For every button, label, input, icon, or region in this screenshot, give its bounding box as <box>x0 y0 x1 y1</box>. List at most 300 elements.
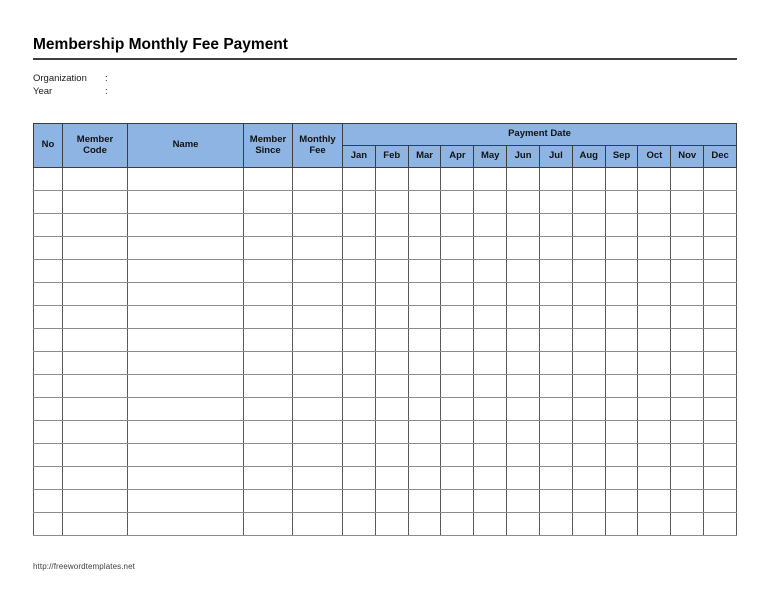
year-row <box>33 85 737 98</box>
table-cell[interactable] <box>375 168 408 191</box>
table-cell[interactable] <box>244 168 293 191</box>
table-cell[interactable] <box>441 306 474 329</box>
table-cell[interactable] <box>293 421 343 444</box>
table-cell[interactable] <box>572 398 605 421</box>
table-cell[interactable] <box>244 283 293 306</box>
table-cell[interactable] <box>539 444 572 467</box>
table-cell[interactable] <box>474 260 507 283</box>
table-cell[interactable] <box>441 513 474 536</box>
table-cell[interactable] <box>507 283 540 306</box>
table-cell[interactable] <box>507 398 540 421</box>
table-row <box>34 283 737 306</box>
table-cell[interactable] <box>63 444 128 467</box>
table-cell[interactable] <box>128 398 244 421</box>
table-cell[interactable] <box>128 490 244 513</box>
table-cell[interactable] <box>605 306 638 329</box>
table-cell[interactable] <box>671 329 704 352</box>
header-month: Jan <box>343 146 376 168</box>
table-cell[interactable] <box>605 214 638 237</box>
table-row <box>34 306 737 329</box>
table-cell[interactable] <box>539 283 572 306</box>
table-cell[interactable] <box>343 375 376 398</box>
table-cell[interactable] <box>343 490 376 513</box>
header-member-code: Member Code <box>63 124 128 168</box>
table-cell[interactable] <box>539 513 572 536</box>
table-cell[interactable] <box>34 421 63 444</box>
table-cell[interactable] <box>671 467 704 490</box>
table-cell[interactable] <box>638 375 671 398</box>
table-cell[interactable] <box>375 283 408 306</box>
table-cell[interactable] <box>704 375 737 398</box>
table-cell[interactable] <box>441 283 474 306</box>
table-cell[interactable] <box>375 444 408 467</box>
table-cell[interactable] <box>128 191 244 214</box>
table-cell[interactable] <box>128 214 244 237</box>
table-row <box>34 260 737 283</box>
table-cell[interactable] <box>539 237 572 260</box>
table-cell[interactable] <box>572 421 605 444</box>
table-cell[interactable] <box>408 306 441 329</box>
table-cell[interactable] <box>244 260 293 283</box>
table-cell[interactable] <box>408 168 441 191</box>
table-cell[interactable] <box>507 444 540 467</box>
table-cell[interactable] <box>34 191 63 214</box>
table-cell[interactable] <box>704 513 737 536</box>
table-cell[interactable] <box>638 260 671 283</box>
table-cell[interactable] <box>474 513 507 536</box>
table-cell[interactable] <box>375 191 408 214</box>
table-cell[interactable] <box>474 375 507 398</box>
table-cell[interactable] <box>605 467 638 490</box>
table-cell[interactable] <box>128 237 244 260</box>
table-cell[interactable] <box>441 191 474 214</box>
table-cell[interactable] <box>704 329 737 352</box>
table-cell[interactable] <box>605 398 638 421</box>
table-cell[interactable] <box>474 191 507 214</box>
table-cell[interactable] <box>441 168 474 191</box>
table-cell[interactable] <box>408 352 441 375</box>
table-cell[interactable] <box>572 306 605 329</box>
table-cell[interactable] <box>63 306 128 329</box>
table-cell[interactable] <box>63 260 128 283</box>
table-cell[interactable] <box>343 283 376 306</box>
table-cell[interactable] <box>343 214 376 237</box>
table-cell[interactable] <box>638 329 671 352</box>
year-field[interactable] <box>119 85 737 98</box>
table-cell[interactable] <box>572 237 605 260</box>
table-cell[interactable] <box>408 191 441 214</box>
table-cell[interactable] <box>293 467 343 490</box>
table-cell[interactable] <box>63 421 128 444</box>
table-cell[interactable] <box>539 398 572 421</box>
table-cell[interactable] <box>474 168 507 191</box>
table-cell[interactable] <box>704 214 737 237</box>
table-cell[interactable] <box>343 260 376 283</box>
table-cell[interactable] <box>343 329 376 352</box>
table-cell[interactable] <box>507 421 540 444</box>
table-cell[interactable] <box>34 168 63 191</box>
table-cell[interactable] <box>605 329 638 352</box>
table-cell[interactable] <box>704 444 737 467</box>
table-cell[interactable] <box>605 352 638 375</box>
table-cell[interactable] <box>244 214 293 237</box>
table-cell[interactable] <box>408 490 441 513</box>
table-cell[interactable] <box>63 329 128 352</box>
table-cell[interactable] <box>293 513 343 536</box>
table-cell[interactable] <box>244 444 293 467</box>
table-cell[interactable] <box>572 191 605 214</box>
table-cell[interactable] <box>539 168 572 191</box>
table-cell[interactable] <box>671 283 704 306</box>
table-cell[interactable] <box>375 260 408 283</box>
table-cell[interactable] <box>441 375 474 398</box>
table-cell[interactable] <box>128 168 244 191</box>
table-cell[interactable] <box>507 214 540 237</box>
table-cell[interactable] <box>244 306 293 329</box>
table-cell[interactable] <box>34 329 63 352</box>
table-cell[interactable] <box>293 306 343 329</box>
table-cell[interactable] <box>63 237 128 260</box>
table-cell[interactable] <box>474 237 507 260</box>
table-cell[interactable] <box>375 467 408 490</box>
table-cell[interactable] <box>408 237 441 260</box>
table-cell[interactable] <box>605 260 638 283</box>
table-cell[interactable] <box>539 490 572 513</box>
table-cell[interactable] <box>671 214 704 237</box>
table-cell[interactable] <box>293 444 343 467</box>
table-cell[interactable] <box>408 375 441 398</box>
table-cell[interactable] <box>63 467 128 490</box>
table-cell[interactable] <box>704 398 737 421</box>
table-cell[interactable] <box>63 398 128 421</box>
table-cell[interactable] <box>128 306 244 329</box>
header-month: Oct <box>638 146 671 168</box>
table-cell[interactable] <box>704 306 737 329</box>
header-month: Mar <box>408 146 441 168</box>
table-cell[interactable] <box>128 260 244 283</box>
table-cell[interactable] <box>671 237 704 260</box>
table-cell[interactable] <box>605 191 638 214</box>
page-title: Membership Monthly Fee Payment <box>33 36 737 60</box>
table-cell[interactable] <box>343 191 376 214</box>
table-cell[interactable] <box>704 283 737 306</box>
table-cell[interactable] <box>128 329 244 352</box>
table-cell[interactable] <box>293 398 343 421</box>
table-cell[interactable] <box>408 283 441 306</box>
table-cell[interactable] <box>539 306 572 329</box>
table-cell[interactable] <box>244 237 293 260</box>
table-cell[interactable] <box>375 329 408 352</box>
header-month: Jun <box>507 146 540 168</box>
table-cell[interactable] <box>293 490 343 513</box>
table-cell[interactable] <box>408 421 441 444</box>
table-cell[interactable] <box>34 306 63 329</box>
table-cell[interactable] <box>572 283 605 306</box>
table-cell[interactable] <box>671 168 704 191</box>
table-cell[interactable] <box>128 444 244 467</box>
table-cell[interactable] <box>474 329 507 352</box>
table-cell[interactable] <box>34 398 63 421</box>
table-cell[interactable] <box>34 237 63 260</box>
table-cell[interactable] <box>375 375 408 398</box>
header-month: Nov <box>671 146 704 168</box>
table-cell[interactable] <box>507 329 540 352</box>
table-cell[interactable] <box>34 375 63 398</box>
table-cell[interactable] <box>63 191 128 214</box>
table-cell[interactable] <box>343 168 376 191</box>
table-cell[interactable] <box>638 513 671 536</box>
table-cell[interactable] <box>671 352 704 375</box>
table-cell[interactable] <box>34 513 63 536</box>
table-cell[interactable] <box>605 421 638 444</box>
table-cell[interactable] <box>572 260 605 283</box>
table-cell[interactable] <box>539 329 572 352</box>
table-cell[interactable] <box>638 168 671 191</box>
table-cell[interactable] <box>293 352 343 375</box>
header-member-since: Member Since <box>244 124 293 168</box>
table-cell[interactable] <box>63 283 128 306</box>
table-cell[interactable] <box>539 375 572 398</box>
table-cell[interactable] <box>375 421 408 444</box>
table-cell[interactable] <box>638 467 671 490</box>
table-cell[interactable] <box>507 490 540 513</box>
table-cell[interactable] <box>605 375 638 398</box>
table-cell[interactable] <box>507 467 540 490</box>
table-cell[interactable] <box>638 214 671 237</box>
table-cell[interactable] <box>293 237 343 260</box>
table-cell[interactable] <box>293 191 343 214</box>
table-cell[interactable] <box>704 260 737 283</box>
table-cell[interactable] <box>638 283 671 306</box>
header-month: May <box>474 146 507 168</box>
table-cell[interactable] <box>539 191 572 214</box>
table-cell[interactable] <box>34 214 63 237</box>
table-cell[interactable] <box>638 421 671 444</box>
table-cell[interactable] <box>605 513 638 536</box>
table-cell[interactable] <box>638 398 671 421</box>
table-cell[interactable] <box>704 352 737 375</box>
table-cell[interactable] <box>507 306 540 329</box>
table-cell[interactable] <box>375 306 408 329</box>
table-cell[interactable] <box>34 444 63 467</box>
table-cell[interactable] <box>572 375 605 398</box>
table-cell[interactable] <box>474 490 507 513</box>
table-cell[interactable] <box>128 467 244 490</box>
table-cell[interactable] <box>671 191 704 214</box>
table-cell[interactable] <box>572 168 605 191</box>
table-cell[interactable] <box>507 375 540 398</box>
table-cell[interactable] <box>244 375 293 398</box>
table-cell[interactable] <box>572 329 605 352</box>
table-cell[interactable] <box>408 214 441 237</box>
table-cell[interactable] <box>343 306 376 329</box>
table-cell[interactable] <box>343 398 376 421</box>
table-cell[interactable] <box>128 513 244 536</box>
table-cell[interactable] <box>671 306 704 329</box>
table-cell[interactable] <box>671 398 704 421</box>
table-cell[interactable] <box>128 375 244 398</box>
table-row <box>34 214 737 237</box>
table-cell[interactable] <box>638 191 671 214</box>
table-cell[interactable] <box>441 237 474 260</box>
table-cell[interactable] <box>507 168 540 191</box>
table-cell[interactable] <box>343 237 376 260</box>
table-cell[interactable] <box>539 421 572 444</box>
table-cell[interactable] <box>293 168 343 191</box>
table-cell[interactable] <box>638 490 671 513</box>
table-cell[interactable] <box>441 352 474 375</box>
table-cell[interactable] <box>474 444 507 467</box>
table-cell[interactable] <box>539 214 572 237</box>
table-row <box>34 398 737 421</box>
table-cell[interactable] <box>375 398 408 421</box>
table-cell[interactable] <box>572 467 605 490</box>
header-month: Feb <box>375 146 408 168</box>
table-cell[interactable] <box>572 513 605 536</box>
table-cell[interactable] <box>605 490 638 513</box>
table-cell[interactable] <box>408 513 441 536</box>
table-cell[interactable] <box>671 421 704 444</box>
table-cell[interactable] <box>244 329 293 352</box>
table-cell[interactable] <box>408 260 441 283</box>
table-header <box>34 124 737 168</box>
table-cell[interactable] <box>63 513 128 536</box>
table-cell[interactable] <box>293 214 343 237</box>
table-cell[interactable] <box>441 260 474 283</box>
table-cell[interactable] <box>63 490 128 513</box>
table-cell[interactable] <box>343 467 376 490</box>
table-cell[interactable] <box>474 467 507 490</box>
table-cell[interactable] <box>343 352 376 375</box>
table-cell[interactable] <box>441 421 474 444</box>
table-cell[interactable] <box>293 329 343 352</box>
table-cell[interactable] <box>408 467 441 490</box>
table-cell[interactable] <box>128 421 244 444</box>
table-cell[interactable] <box>63 168 128 191</box>
table-cell[interactable] <box>375 214 408 237</box>
table-cell[interactable] <box>474 214 507 237</box>
table-cell[interactable] <box>408 398 441 421</box>
table-cell[interactable] <box>244 421 293 444</box>
table-cell[interactable] <box>704 467 737 490</box>
table-cell[interactable] <box>343 421 376 444</box>
table-cell[interactable] <box>605 283 638 306</box>
table-cell[interactable] <box>539 260 572 283</box>
table-cell[interactable] <box>441 214 474 237</box>
table-cell[interactable] <box>375 352 408 375</box>
table-cell[interactable] <box>704 191 737 214</box>
table-cell[interactable] <box>638 352 671 375</box>
table-cell[interactable] <box>293 260 343 283</box>
table-cell[interactable] <box>441 467 474 490</box>
table-row <box>34 237 737 260</box>
table-cell[interactable] <box>638 306 671 329</box>
table-cell[interactable] <box>441 329 474 352</box>
table-cell[interactable] <box>671 513 704 536</box>
table-cell[interactable] <box>671 490 704 513</box>
table-cell[interactable] <box>572 444 605 467</box>
table-cell[interactable] <box>244 490 293 513</box>
table-cell[interactable] <box>244 352 293 375</box>
table-cell[interactable] <box>34 467 63 490</box>
table-cell[interactable] <box>128 283 244 306</box>
table-cell[interactable] <box>539 352 572 375</box>
table-cell[interactable] <box>605 237 638 260</box>
table-cell[interactable] <box>671 260 704 283</box>
header-name: Name <box>128 124 244 168</box>
table-cell[interactable] <box>343 444 376 467</box>
table-cell[interactable] <box>638 444 671 467</box>
table-cell[interactable] <box>343 513 376 536</box>
table-cell[interactable] <box>507 352 540 375</box>
table-row <box>34 352 737 375</box>
table-cell[interactable] <box>375 513 408 536</box>
table-cell[interactable] <box>244 191 293 214</box>
table-cell[interactable] <box>704 168 737 191</box>
table-cell[interactable] <box>441 490 474 513</box>
table-cell[interactable] <box>507 237 540 260</box>
table-cell[interactable] <box>441 398 474 421</box>
table-cell[interactable] <box>605 444 638 467</box>
table-cell[interactable] <box>704 421 737 444</box>
year-colon: : <box>105 86 108 97</box>
table-cell[interactable] <box>474 306 507 329</box>
table-cell[interactable] <box>34 352 63 375</box>
table-cell[interactable] <box>375 237 408 260</box>
table-cell[interactable] <box>293 375 343 398</box>
table-cell[interactable] <box>474 421 507 444</box>
table-cell[interactable] <box>128 352 244 375</box>
table-cell[interactable] <box>704 237 737 260</box>
organization-colon: : <box>105 73 108 84</box>
table-cell[interactable] <box>572 490 605 513</box>
table-cell[interactable] <box>474 398 507 421</box>
table-cell[interactable] <box>638 237 671 260</box>
table-cell[interactable] <box>704 490 737 513</box>
table-cell[interactable] <box>375 490 408 513</box>
table-cell[interactable] <box>293 283 343 306</box>
table-cell[interactable] <box>408 329 441 352</box>
table-cell[interactable] <box>441 444 474 467</box>
table-cell[interactable] <box>539 467 572 490</box>
table-cell[interactable] <box>244 513 293 536</box>
table-cell[interactable] <box>408 444 441 467</box>
header-monthly-fee: Monthly Fee <box>293 124 343 168</box>
table-cell[interactable] <box>605 168 638 191</box>
organization-label: Organization <box>33 73 87 84</box>
table-cell[interactable] <box>63 214 128 237</box>
table-cell[interactable] <box>34 260 63 283</box>
table-cell[interactable] <box>244 467 293 490</box>
table-cell[interactable] <box>474 352 507 375</box>
table-cell[interactable] <box>244 398 293 421</box>
table-cell[interactable] <box>671 444 704 467</box>
table-cell[interactable] <box>507 260 540 283</box>
table-cell[interactable] <box>507 191 540 214</box>
table-cell[interactable] <box>572 214 605 237</box>
table-cell[interactable] <box>63 352 128 375</box>
organization-field[interactable] <box>119 72 737 85</box>
table-cell[interactable] <box>507 513 540 536</box>
table-cell[interactable] <box>474 283 507 306</box>
table-cell[interactable] <box>63 375 128 398</box>
table-cell[interactable] <box>34 283 63 306</box>
payment-table <box>33 123 737 536</box>
table-row <box>34 329 737 352</box>
table-cell[interactable] <box>671 375 704 398</box>
table-cell[interactable] <box>34 490 63 513</box>
table-cell[interactable] <box>572 352 605 375</box>
